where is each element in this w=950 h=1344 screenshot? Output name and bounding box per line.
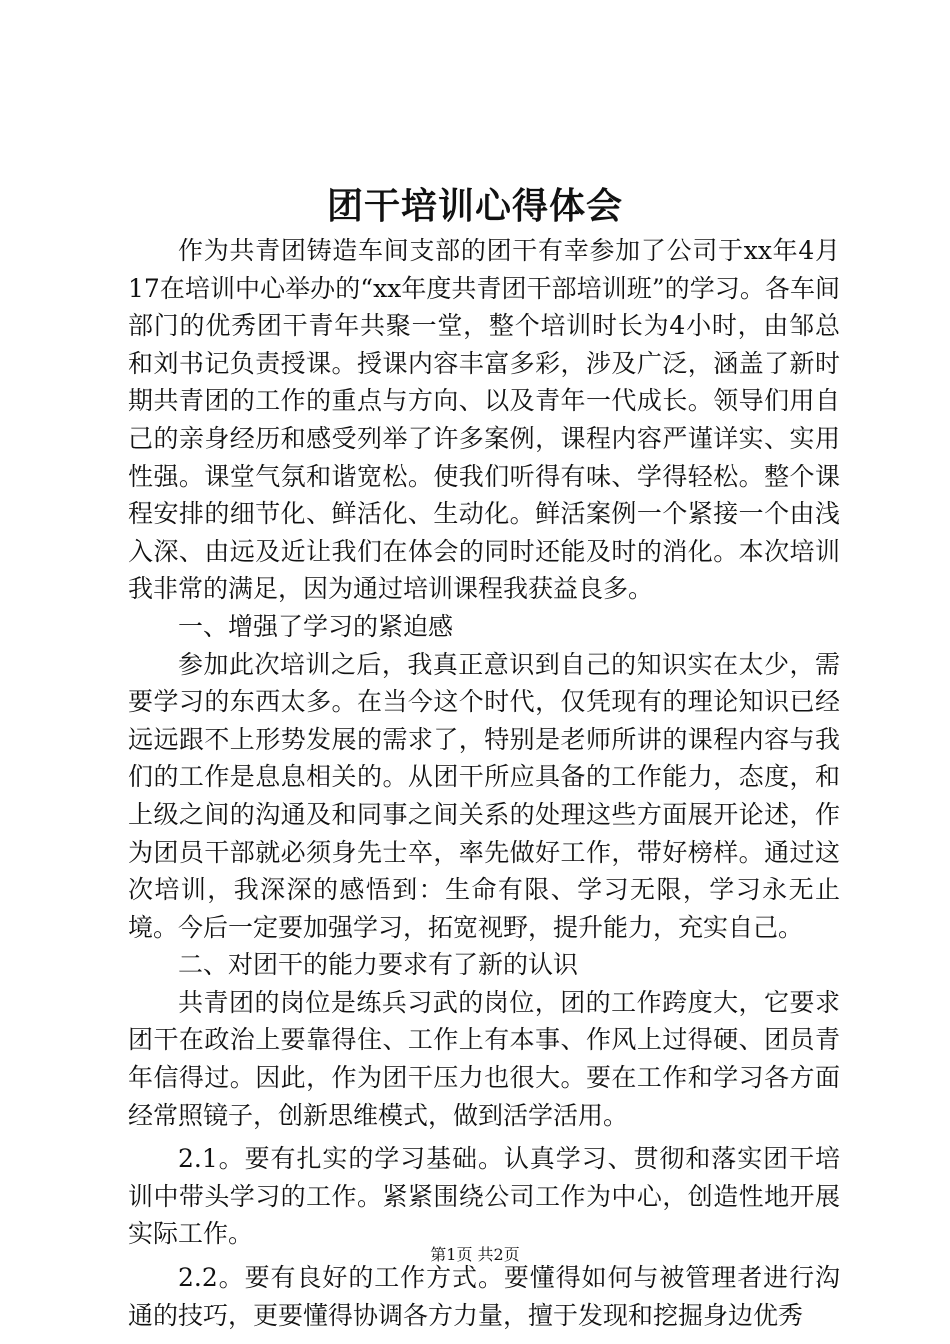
item-2-1-paragraph: 2.1。要有扎实的学习基础。认真学习、贯彻和落实团干培训中带头学习的工作。紧紧围绕公司工作为中心，创造性地开展实际工作。	[128, 1144, 840, 1249]
page-footer: 第1页 共2页	[430, 1245, 520, 1264]
section-2-paragraph: 共青团的岗位是练兵习武的岗位，团的工作跨度大，它要求团干在政治上要靠得住、工作上有本事、作风上过得硬、团员青年信得过。因此，作为团干压力也很大。要在工作和学习各方面经常照镜子，创新思维模式，做到活学活用。	[128, 987, 840, 1130]
document-title: 团干培训心得体会	[326, 185, 623, 227]
intro-paragraph: 作为共青团铸造车间支部的团干有幸参加了公司于xx年4月17在培训中心举办的“xx年度共青团干部培训班”的学习。各车间部门的优秀团干青年共聚一堂，整个培训时长为4小时，由邹总和刘书记负责授课。授课内容丰富多彩，涉及广泛，涵盖了新时期共青团的工作的重点与方向、以及青年一代成长。领导们用自己的亲身经历和感受列举了许多案例，课程内容严谨详实、实用性强。课堂气氛和谐宽松。使我们听得有味、学得轻松。整个课程安排的细节化、鲜活化、生动化。鲜活案例一个紧接一个由浅入深、由远及近让我们在体会的同时还能及时的消化。本次培训我非常的满足，因为通过培训课程我获益良多。	[128, 236, 840, 604]
section-1-paragraph: 参加此次培训之后，我真正意识到自己的知识实在太少，需要学习的东西太多。在当今这个时代，仅凭现有的理论知识已经远远跟不上形势发展的需求了，特别是老师所讲的课程内容与我们的工作是息息相关的。从团干所应具备的工作能力，态度，和上级之间的沟通及和同事之间关系的处理这些方面展开论述，作为团员干部就必须身先士卒，率先做好工作，带好榜样。通过这次培训，我深深的感悟到：生命有限、学习无限，学习永无止境。今后一定要加强学习，拓宽视野，提升能力，充实自己。	[128, 649, 840, 942]
section-heading-2: 二、对团干的能力要求有了新的认识	[178, 950, 579, 980]
item-2-2-paragraph: 2.2。要有良好的工作方式。要懂得如何与被管理者进行沟通的技巧，更要懂得协调各方力量，擅于发现和挖掘身边优秀	[128, 1263, 840, 1330]
document-body	[128, 232, 840, 1334]
section-heading-1: 一、增强了学习的紧迫感	[178, 611, 454, 641]
